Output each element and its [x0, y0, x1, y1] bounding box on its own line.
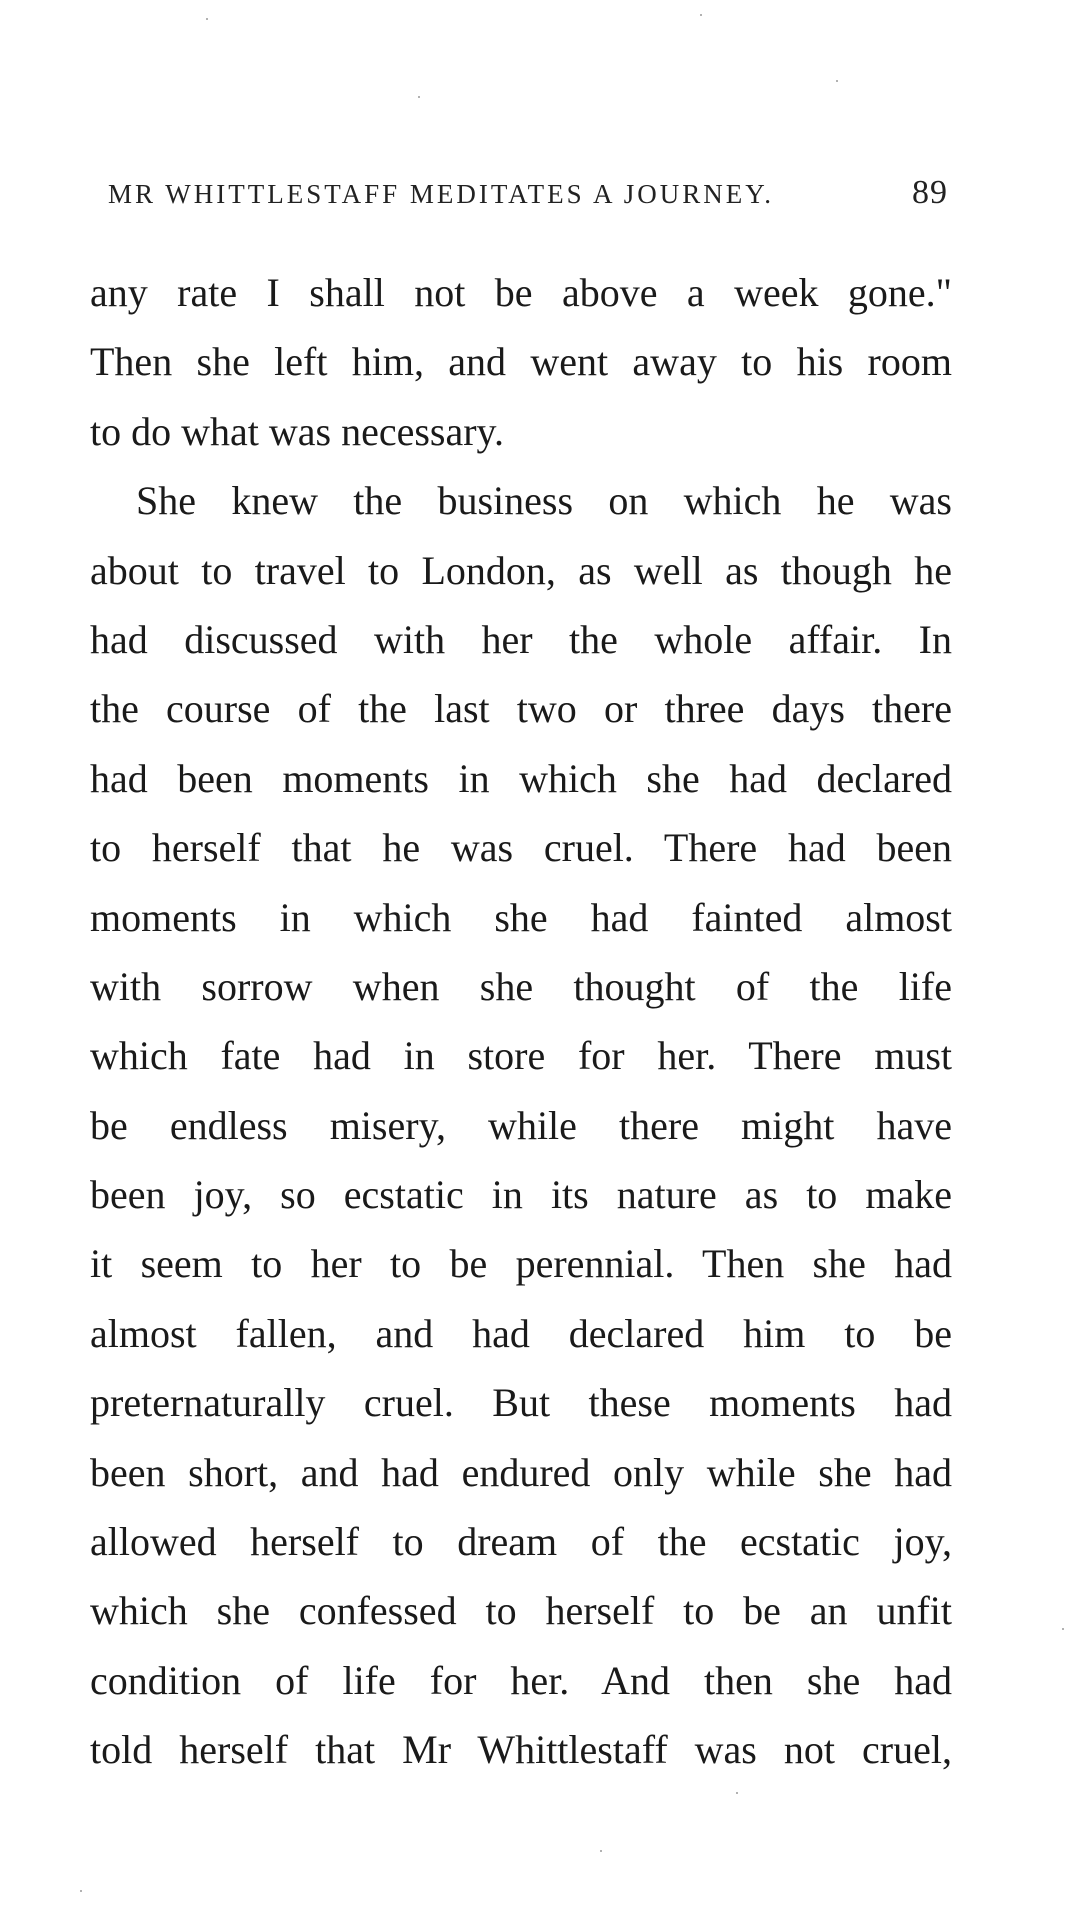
paper-speck — [418, 96, 420, 98]
text-line: which she confessed to herself to be an unfit — [90, 1588, 952, 1634]
running-head — [108, 174, 948, 212]
paper-speck — [1062, 1628, 1064, 1630]
text-line: been short, and had endured only while she had — [90, 1449, 952, 1495]
text-line: She knew the business on which he was — [136, 478, 952, 524]
text-line: had been moments in which she had declared — [90, 755, 952, 801]
text-line: with sorrow when she thought of the life — [90, 963, 952, 1009]
text-line: almost fallen, and had declared him to be — [90, 1310, 952, 1356]
text-line: which fate had in store for her. There must — [90, 1033, 952, 1079]
paragraph-main — [90, 466, 952, 1784]
text-line: preternaturally cruel. But these moments had — [90, 1380, 952, 1426]
text-line: condition of life for her. And then she had — [90, 1657, 952, 1703]
paper-speck — [600, 1850, 602, 1852]
text-line: be endless misery, while there might have — [90, 1102, 952, 1148]
text-line: had discussed with her the whole affair. In — [90, 616, 952, 662]
paper-speck — [80, 1890, 82, 1892]
paper-speck — [206, 18, 208, 20]
text-line: any rate I shall not be above a week gone." — [90, 270, 952, 315]
text-line: moments in which she had fainted almost — [90, 894, 952, 940]
text-line: told herself that Mr Whittlestaff was not cruel, — [90, 1727, 952, 1773]
text-line: to herself that he was cruel. There had been — [90, 825, 952, 871]
text-line: to do what was necessary. — [90, 408, 504, 454]
text-line: it seem to her to be perennial. Then she had — [90, 1241, 952, 1287]
body-text — [90, 258, 952, 1785]
text-line: been joy, so ecstatic in its nature as to make — [90, 1172, 952, 1218]
running-head-title: MR WHITTLESTAFF MEDITATES A JOURNEY. — [108, 179, 774, 209]
text-line: allowed herself to dream of the ecstatic joy, — [90, 1519, 952, 1565]
paper-speck — [700, 14, 702, 16]
text-line: Then she left him, and went away to his room — [90, 339, 952, 385]
text-line: about to travel to London, as well as though he — [90, 547, 952, 593]
text-line: the course of the last two or three days there — [90, 686, 952, 732]
page-number: 89 — [912, 174, 948, 211]
paper-speck — [836, 80, 838, 82]
paper-speck — [736, 1792, 738, 1794]
paragraph-continuation — [90, 258, 952, 466]
